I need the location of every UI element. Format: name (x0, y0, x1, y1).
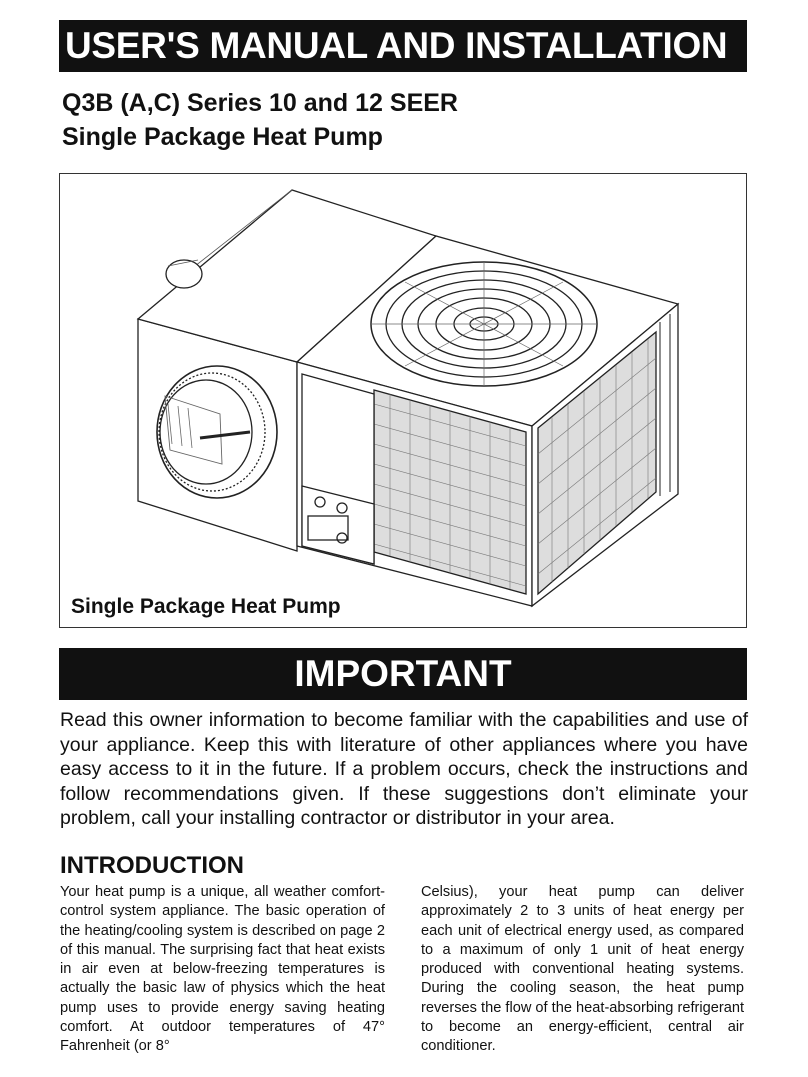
heat-pump-illustration (60, 174, 746, 627)
figure-caption: Single Package Heat Pump (71, 595, 341, 618)
introduction-heading: INTRODUCTION (60, 852, 244, 879)
subtitle-line-2: Single Package Heat Pump (62, 123, 383, 151)
manual-title-banner: USER'S MANUAL AND INSTALLATION (59, 20, 747, 72)
important-notice-text: Read this owner information to become familiar with the capabilities and use of your appliance. Keep this with literature of other appliances where you have easy access to it in the future. If a problem occurs, check the instructions and follow recommendations given. If these suggestions don’t eliminate your problem, call your installing contractor or distributor in your area. (60, 709, 748, 829)
product-figure (59, 173, 747, 628)
subtitle-line-1: Q3B (A,C) Series 10 and 12 SEER (62, 89, 458, 117)
important-banner: IMPORTANT (59, 648, 747, 700)
introduction-column-left: Your heat pump is a unique, all weather comfort-control system appliance. The basic operation of the heating/cooling system is described on page 2 of this manual. The surprising fact that heat exists in air even at below-freezing temperatures is actually the basic law of physics which the heat pump uses to provide energy saving heating comfort. At outdoor temperatures of 47° Fahrenheit (or 8° (60, 884, 385, 1055)
introduction-column-right: Celsius), your heat pump can deliver approximately 2 to 3 units of heat energy per each unit of electrical energy used, as compared to a maximum of only 1 unit of heat energy produced with conventional heating systems. During the cooling season, the heat pump reverses the flow of the heat-absorbing refrigerant to become an energy-efficient, central air conditioner. (421, 884, 744, 1055)
product-subtitle (62, 86, 458, 154)
